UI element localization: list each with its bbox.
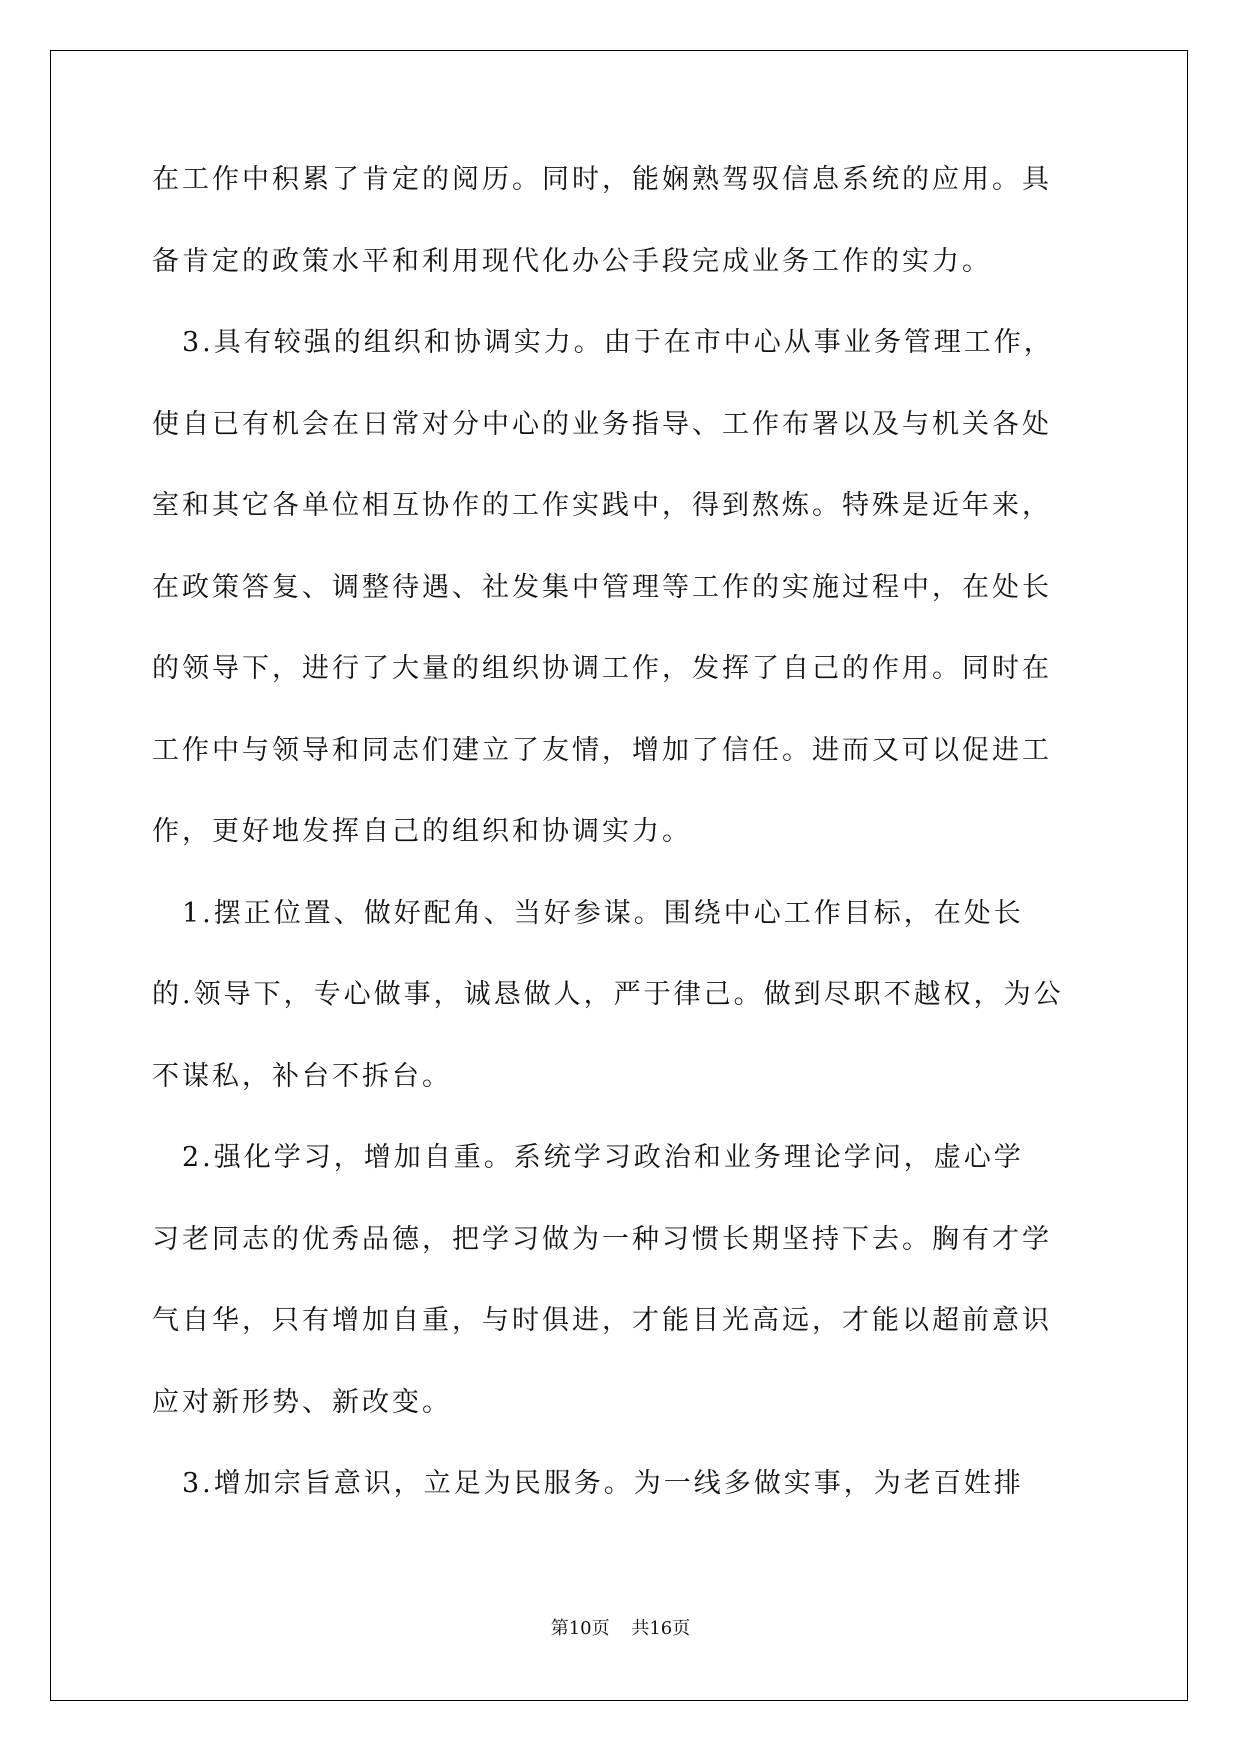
text-line: 备肯定的政策水平和利用现代化办公手段完成业务工作的实力。 — [152, 245, 992, 277]
text-line: 在政策答复、调整待遇、社发集中管理等工作的实施过程中，在处长 — [152, 571, 1052, 603]
text-line: 1.摆正位置、做好配角、当好参谋。围绕中心工作目标，在处长 — [152, 897, 1024, 929]
text-line: 的.领导下，专心做事，诚恳做人，严于律己。做到尽职不越权，为公 — [152, 979, 1064, 1010]
text-line: 2.强化学习，增加自重。系统学习政治和业务理论学问，虚心学 — [152, 1142, 1024, 1173]
document-body — [152, 160, 1097, 1546]
text-line: 工作中与领导和同志们建立了友情，增加了信任。进而又可以促进工 — [152, 734, 1052, 766]
text-line: 使自已有机会在日常对分中心的业务指导、工作布署以及与机关各处 — [152, 408, 1052, 440]
page-total: 共16页 — [631, 1618, 691, 1639]
text-line: 气自华，只有增加自重，与时俱进，才能目光高远，才能以超前意识 — [152, 1305, 1052, 1336]
text-line: 在工作中积累了肯定的阅历。同时，能娴熟驾驭信息系统的应用。具 — [152, 164, 1052, 195]
text-line: 不谋私，补台不拆台。 — [152, 1060, 452, 1092]
text-line: 作，更好地发挥自己的组织和协调实力。 — [152, 816, 692, 847]
text-line: 的领导下，进行了大量的组织协调工作，发挥了自己的作用。同时在 — [152, 653, 1052, 684]
text-line: 习老同志的优秀品德，把学习做为一种习惯长期坚持下去。胸有才学 — [152, 1223, 1052, 1255]
text-line: 室和其它各单位相互协作的工作实践中，得到熬炼。特殊是近年来， — [152, 490, 1052, 521]
text-line: 3.具有较强的组织和协调实力。由于在市中心从事业务管理工作， — [152, 327, 1054, 358]
text-line: 3.增加宗旨意识，立足为民服务。为一线多做实事，为老百姓排 — [152, 1468, 1024, 1499]
page-number: 第10页 — [550, 1618, 610, 1639]
page-footer — [0, 1614, 1241, 1640]
text-line: 应对新形势、新改变。 — [152, 1386, 452, 1418]
